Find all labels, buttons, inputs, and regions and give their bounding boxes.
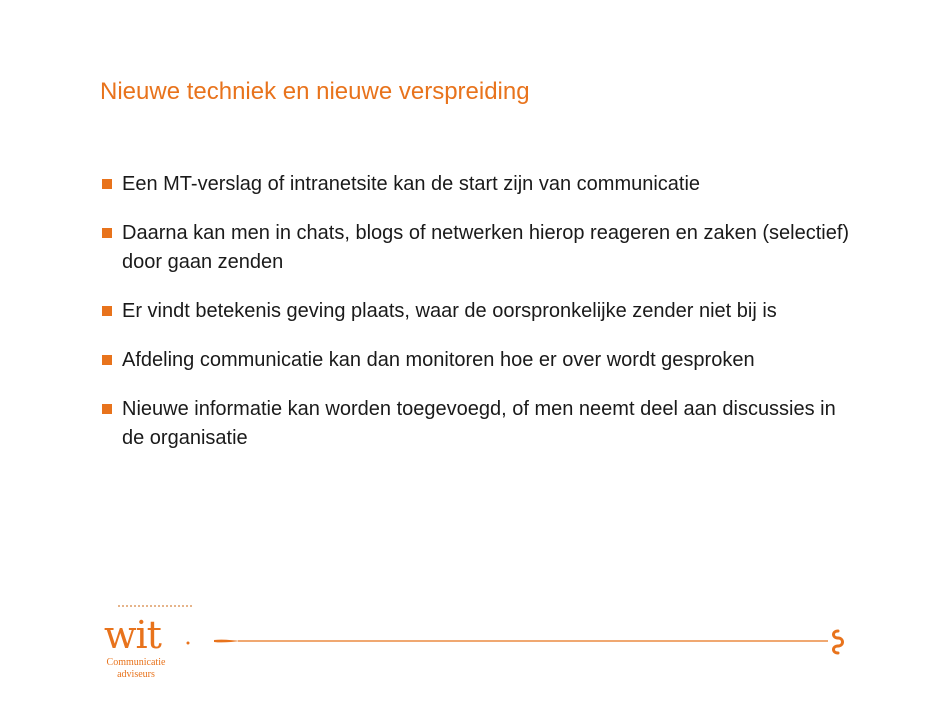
logo-caption-line: Communicatie: [106, 657, 166, 668]
bullet-item: [100, 170, 860, 199]
logo-wordmark: wit: [104, 613, 161, 657]
bullet-item: [100, 297, 860, 326]
bullet-text: Daarna kan men in chats, blogs of netwerken hierop reageren en zaken (selectief) door gaan zenden: [122, 222, 850, 273]
footer-line-left-ornament: [214, 640, 240, 643]
logo-dotted-line: [118, 605, 192, 609]
bullet-list: [100, 170, 860, 473]
square-bullet-icon: [102, 179, 112, 189]
bullet-text: Er vindt betekenis geving plaats, waar de oorspronkelijke zender niet bij is: [122, 300, 777, 322]
bullet-text: Een MT-verslag of intranetsite kan de start zijn van communicatie: [122, 173, 701, 195]
bullet-item: [100, 219, 860, 277]
square-bullet-icon: [102, 306, 112, 316]
logo-caption-line: adviseurs: [117, 669, 155, 680]
bullet-text: Afdeling communicatie kan dan monitoren hoe er over wordt gesproken: [122, 349, 755, 371]
square-bullet-icon: [102, 228, 112, 238]
footer-line-dot: [187, 642, 190, 645]
bullet-text: Nieuwe informatie kan worden toegevoegd, of men neemt deel aan discussies in de organisatie: [122, 398, 836, 449]
bullet-item: [100, 395, 860, 453]
bullet-item: [100, 346, 860, 375]
company-logo: [100, 605, 192, 685]
square-bullet-icon: [102, 355, 112, 365]
ornamental-swirl-icon: [834, 631, 843, 653]
square-bullet-icon: [102, 404, 112, 414]
logo-caption: [100, 657, 172, 681]
footer-decorative-line: [180, 622, 860, 662]
slide-title: Nieuwe techniek en nieuwe verspreiding: [100, 78, 530, 105]
